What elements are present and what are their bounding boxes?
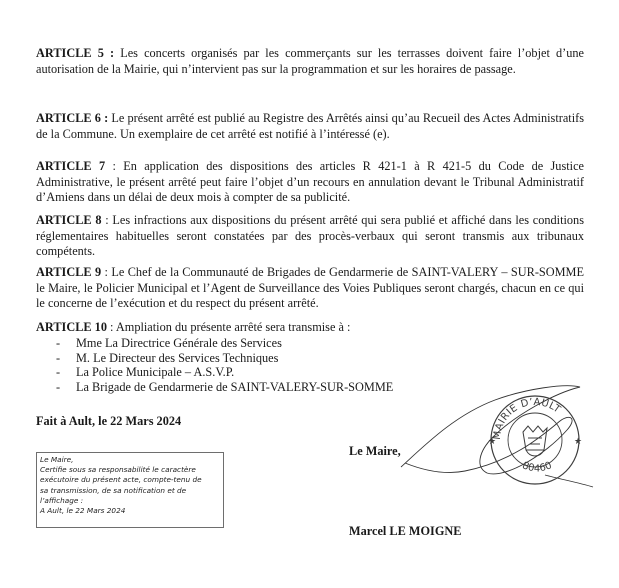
article-label: ARTICLE 6 : (36, 111, 109, 125)
article-6 (36, 111, 584, 142)
seal-bottom-text: 80460 (520, 460, 554, 475)
certification-box (36, 452, 224, 528)
article-text: Le présent arrêté est publié au Registre des Arrêtés ainsi qu’au Recueil des Actes Administratifs de la Commune. Un exemplaire de cet arrêté est notifié à l’intéressé (e). (36, 111, 585, 141)
list-marker: - (56, 336, 61, 350)
list-marker: - (56, 365, 61, 380)
article-9 (36, 265, 584, 312)
recipient-text: Mme La Directrice Générale des Services (76, 336, 282, 350)
certification-line: exécutoire du présent acte, compte-tenu de (40, 475, 202, 485)
certification-line: l’affichage : (40, 495, 84, 505)
list-item (56, 336, 393, 351)
place-date-line: Fait à Ault, le 22 Mars 2024 (36, 414, 182, 428)
article-label: ARTICLE 9 (36, 265, 102, 279)
signatory-title: Le Maire, (349, 444, 401, 458)
certification-line: A Ault, le 22 Mars 2024 (40, 506, 126, 516)
seal-top-text: MAIRIE D’AULT (491, 396, 563, 441)
article-7 (36, 159, 584, 206)
article-label: ARTICLE 8 (36, 213, 102, 227)
article-label: ARTICLE 10 (36, 320, 107, 334)
recipient-list (56, 336, 393, 394)
certification-line: Certifie sous sa responsabilité le caractère (40, 465, 196, 475)
article-text: : Ampliation du présente arrêté sera transmise à : (106, 320, 351, 334)
recipient-text: M. Le Directeur des Services Techniques (76, 350, 279, 365)
article-label: ARTICLE 5 : (36, 46, 115, 60)
article-label: ARTICLE 7 (36, 159, 106, 173)
list-marker: - (56, 379, 61, 394)
recipient-text: La Police Municipale – A.S.V.P. (76, 365, 235, 380)
article-text: : Le Chef de la Communauté de Brigades de Gendarmerie de SAINT-VALERY – SUR-SOMME le Maire, le Policier Municipal et l’Agent de Surveillance des Voies Publiques seront chargés, chacun en ce qui le concerne de l’exécution et du respect du présent arrêté. (36, 265, 585, 311)
seal-star-left: ★ (488, 437, 497, 447)
list-item (56, 380, 393, 395)
town-hall-seal (478, 388, 593, 488)
article-text: : Les infractions aux dispositions du présent arrêté qui sera publié et affiché dans les conditions réglementaires habituelles seront constatées par des procès-verbaux qui seront transmis aux tribunaux compétents. (36, 213, 584, 259)
list-marker: - (56, 350, 61, 365)
signatory-name: Marcel LE MOIGNE (349, 524, 462, 538)
article-text: : En application des dispositions des articles R 421-1 à R 421-5 du Code de Justice Administrative, le présent arrêté peut faire l’objet d’un recours en annulation devant le Tribunal Administratif d’Amiens dans un délai de deux mois à compter de sa publicité. (36, 159, 584, 205)
seal-star-right: ★ (574, 437, 583, 447)
article-10 (36, 320, 584, 336)
certification-line: sa transmission, de sa notification et de (40, 485, 187, 495)
article-8 (36, 213, 584, 260)
recipient-text: La Brigade de Gendarmerie de SAINT-VALERY-SUR-SOMME (76, 379, 394, 394)
list-item (56, 365, 393, 380)
article-5 (36, 46, 584, 77)
certification-line: Le Maire, (40, 455, 74, 464)
list-item (56, 351, 393, 366)
article-text: Les concerts organisés par les commerçants sur les terrasses doivent faire l’objet d’une autorisation de la Mairie, qui n’intervient pas sur la programmation et sur les horaires de passage. (36, 46, 584, 76)
